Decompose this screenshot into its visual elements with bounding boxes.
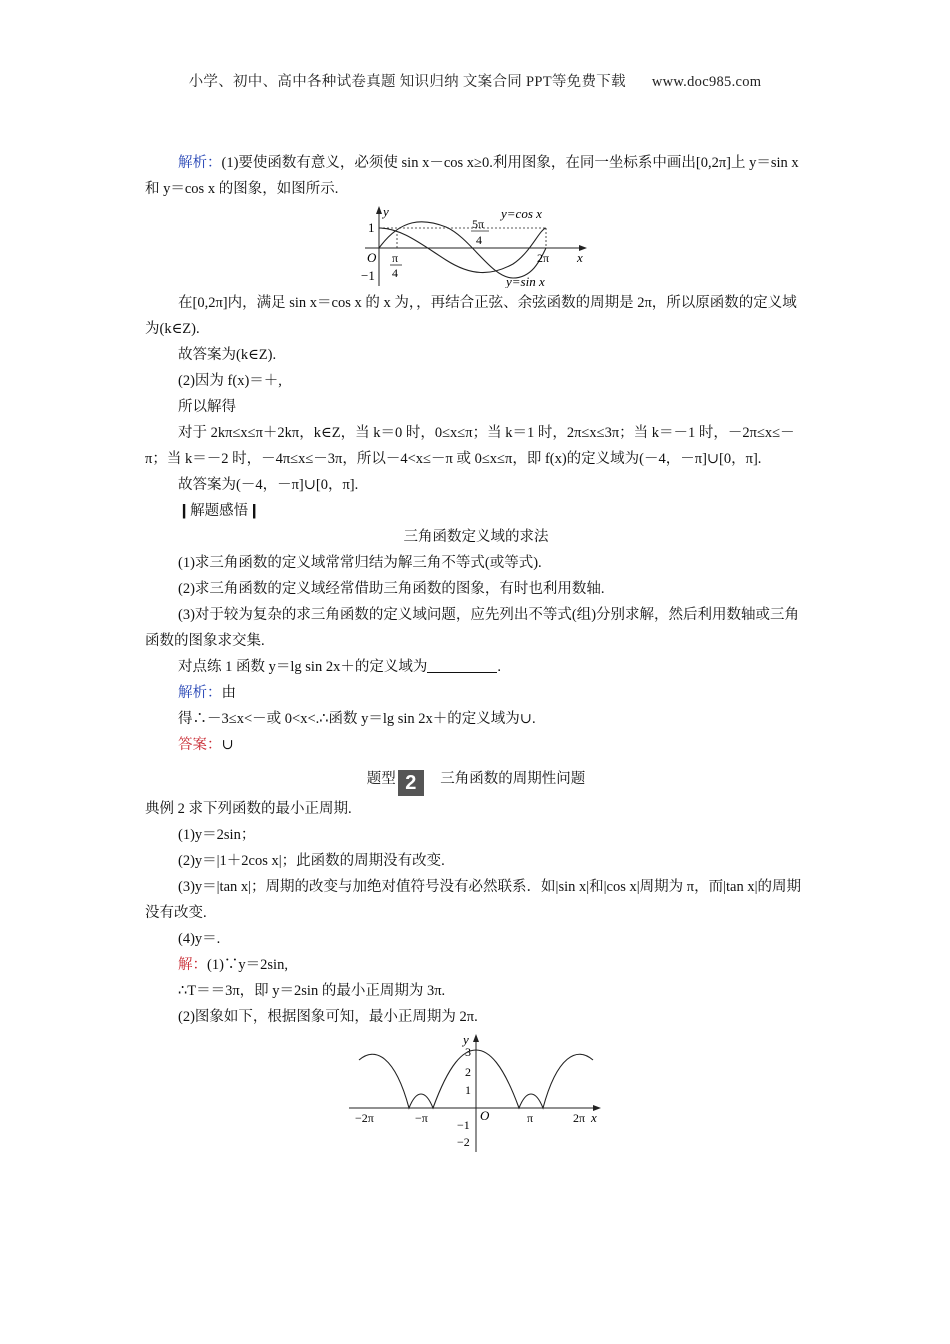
example-2: 典例 2 求下列函数的最小正周期. [145, 801, 352, 817]
question-2: (2)y＝|1＋2cos x|；此函数的周期没有改变. [178, 853, 445, 869]
page-header [0, 70, 950, 91]
fig1-sin-label: y=sin x [506, 274, 545, 288]
solution-text-1: (1)要使函数有意义，必须使 sin x－cos x≥0.利用图象，在同一坐标系中画出[0,2π]上 y＝sin x 和 y＝cos x 的图象，如图所示. [145, 155, 799, 197]
fig1-pi4-num: π [392, 251, 399, 265]
solution-1-text: (1)∵y＝2sin, [207, 957, 288, 973]
fig1-origin: O [367, 250, 377, 265]
solution-text-6: 对于 2kπ≤x≤π＋2kπ，k∈Z，当 k＝0 时，0≤x≤π；当 k＝1 时，2π≤x≤3π；当 k＝－1 时，－2π≤x≤－π；当 k＝－2 时，－4π≤x≤－3π，所以－4<x≤－π 或 0≤x≤π，即 f(x)的定义域为(－4，－π]∪[0，π]. [145, 425, 795, 467]
fig2-ytick-3: 3 [465, 1045, 471, 1059]
fig2-ytick-2: 2 [465, 1065, 471, 1079]
method-3: (3)对于较为复杂的求三角函数的定义域问题，应先列出不等式(组)分别求解，然后利用数轴或三角函数的图象求交集. [145, 607, 800, 649]
solution-3: (2)图象如下，根据图象可知，最小正周期为 2π. [178, 1009, 478, 1025]
fig2-xtick-2pi: 2π [573, 1111, 586, 1125]
abs-cos-graph [345, 1032, 607, 1156]
type-heading [145, 766, 807, 796]
fig2-xtick-pi: π [527, 1111, 534, 1125]
method-1: (1)求三角函数的定义域常常归结为解三角不等式(或等式). [178, 555, 542, 571]
solution-text-5: 所以解得 [178, 399, 236, 415]
exercise-1 [145, 654, 807, 680]
method-2: (2)求三角函数的定义域经常借助三角函数的图象，有时也利用数轴. [178, 581, 605, 597]
fig2-ytick-1: 1 [465, 1083, 471, 1097]
figure-sin-cos [145, 204, 807, 288]
fig1-2pi: 2π [537, 251, 550, 265]
type-title: 三角函数的周期性问题 [440, 771, 586, 787]
fig1-tick-minus1: −1 [361, 268, 375, 283]
analysis-label: 解析： [178, 155, 222, 171]
question-3: (3)y＝|tan x|；周期的改变与加绝对值符号没有必然联系．如|sin x|和|cos x|周期为 π，而|tan x|的周期没有改变. [145, 879, 802, 921]
answer-blank [427, 658, 497, 673]
fig2-ytick-m1: −1 [457, 1118, 470, 1132]
type-label: 题型 [366, 771, 396, 787]
question-1: (1)y＝2sin； [178, 827, 256, 843]
fig2-xtick-m2pi: −2π [355, 1111, 374, 1125]
method-title: 三角函数定义域的求法 [403, 529, 549, 545]
exercise-1-answer [145, 732, 807, 758]
exercise-1-derivation: 得∴－3≤x<－或 0<x<.∴函数 y＝lg sin 2x＋的定义域为∪. [178, 711, 536, 727]
figure-abs-cos [145, 1032, 807, 1156]
fig1-5pi4-num: 5π [472, 217, 485, 231]
question-4: (4)y＝. [178, 931, 221, 947]
solution-1 [145, 952, 807, 978]
fig1-5pi4-den: 4 [476, 233, 482, 247]
solution-part1 [145, 150, 807, 202]
fig1-tick-1: 1 [368, 220, 375, 235]
type-number-badge: 2 [398, 770, 424, 796]
solution-text-3: 故答案为(k∈Z). [178, 347, 277, 363]
fig1-x-label: x [577, 250, 583, 265]
fig2-ytick-m2: −2 [457, 1135, 470, 1149]
fig2-origin: O [480, 1108, 490, 1123]
header-url[interactable]: www.doc985.com [651, 74, 762, 90]
solution-text-2: 在[0,2π]内，满足 sin x＝cos x 的 x 为，，再结合正弦、余弦函数的周期是 2π，所以原函数的定义域为(k∈Z). [145, 295, 797, 337]
fig1-y-label: y [383, 204, 389, 219]
fig1-cos-label: y=cos x [501, 206, 542, 221]
solution-label: 解： [178, 957, 207, 973]
answer-label: 答案： [178, 737, 222, 753]
analysis-text-2: 由 [221, 685, 236, 701]
fig2-x-label: x [591, 1110, 597, 1125]
insight-label: ❙解题感悟❙ [178, 503, 261, 519]
sin-cos-graph [361, 204, 591, 288]
answer-text: ∪ [221, 737, 234, 753]
exercise-1-analysis [145, 680, 807, 706]
solution-text-4: (2)因为 f(x)＝＋, [178, 373, 282, 389]
exercise-1-end: . [497, 659, 501, 675]
document-body [145, 150, 807, 1158]
fig2-y-label: y [463, 1032, 469, 1047]
exercise-1-text: 对点练 1 函数 y＝lg sin 2x＋的定义域为 [178, 659, 428, 675]
fig1-pi4-den: 4 [392, 266, 398, 280]
header-text: 小学、初中、高中各种试卷真题 知识归纳 文案合同 PPT等免费下载 [188, 74, 626, 90]
solution-2: ∴T＝＝3π，即 y＝2sin 的最小正周期为 3π. [178, 983, 446, 999]
fig2-xtick-mpi: −π [415, 1111, 428, 1125]
solution-text-7: 故答案为(－4，－π]∪[0，π]. [178, 477, 359, 493]
analysis-label-2: 解析： [178, 685, 222, 701]
